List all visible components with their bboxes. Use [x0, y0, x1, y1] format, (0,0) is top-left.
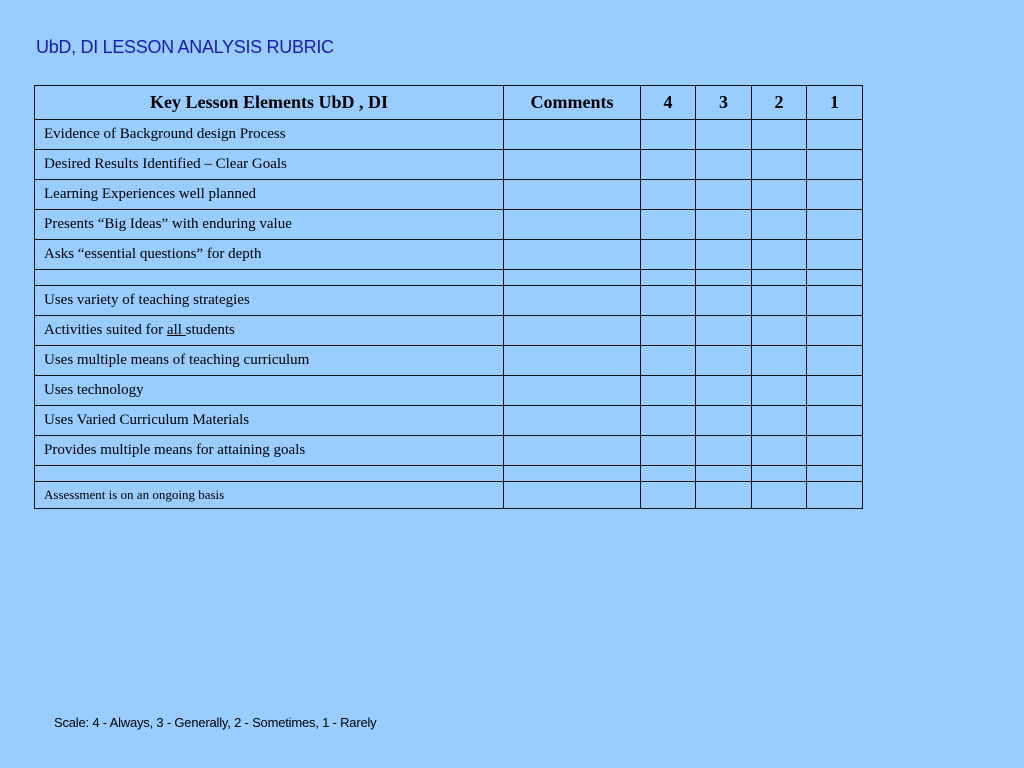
score-1-cell	[807, 346, 863, 376]
comments-cell	[504, 270, 641, 286]
comments-cell	[504, 150, 641, 180]
table-row	[35, 406, 863, 436]
score-2-cell	[752, 376, 807, 406]
score-1-cell	[807, 436, 863, 466]
score-1-cell	[807, 150, 863, 180]
table-row	[35, 346, 863, 376]
element-cell: Desired Results Identified – Clear Goals	[35, 150, 504, 180]
score-2-cell	[752, 466, 807, 482]
score-1-cell	[807, 286, 863, 316]
score-2-cell	[752, 270, 807, 286]
score-3-cell	[696, 316, 752, 346]
element-text-after: students	[185, 322, 235, 338]
score-4-cell	[641, 270, 696, 286]
score-3-cell	[696, 150, 752, 180]
score-3-cell	[696, 180, 752, 210]
element-cell: Uses technology	[35, 376, 504, 406]
score-4-cell	[641, 286, 696, 316]
score-4-cell	[641, 466, 696, 482]
element-cell: Learning Experiences well planned	[35, 180, 504, 210]
element-cell: Uses Varied Curriculum Materials	[35, 406, 504, 436]
score-3-cell	[696, 286, 752, 316]
table-header-row	[35, 86, 863, 120]
score-1-cell	[807, 180, 863, 210]
score-3-cell	[696, 346, 752, 376]
comments-cell	[504, 376, 641, 406]
element-cell: Provides multiple means for attaining goals	[35, 436, 504, 466]
score-3-cell	[696, 210, 752, 240]
score-4-cell	[641, 316, 696, 346]
score-2-cell	[752, 210, 807, 240]
element-text-before: Activities suited for	[44, 322, 167, 338]
element-cell	[35, 466, 504, 482]
page-title: UbD, DI LESSON ANALYSIS RUBRIC	[36, 37, 334, 57]
header-score-1: 1	[807, 86, 863, 120]
score-2-cell	[752, 120, 807, 150]
score-4-cell	[641, 482, 696, 509]
score-4-cell	[641, 406, 696, 436]
table-row	[35, 210, 863, 240]
header-score-2: 2	[752, 86, 807, 120]
score-4-cell	[641, 150, 696, 180]
table-row	[35, 286, 863, 316]
element-cell: Asks “essential questions” for depth	[35, 240, 504, 270]
comments-cell	[504, 406, 641, 436]
score-2-cell	[752, 436, 807, 466]
comments-cell	[504, 286, 641, 316]
table-row	[35, 180, 863, 210]
element-cell: Uses multiple means of teaching curriculum	[35, 346, 504, 376]
score-4-cell	[641, 376, 696, 406]
comments-cell	[504, 466, 641, 482]
comments-cell	[504, 316, 641, 346]
table-row	[35, 436, 863, 466]
element-cell: Presents “Big Ideas” with enduring value	[35, 210, 504, 240]
table-row	[35, 240, 863, 270]
table-row-blank	[35, 270, 863, 286]
score-1-cell	[807, 482, 863, 509]
score-1-cell	[807, 240, 863, 270]
score-4-cell	[641, 436, 696, 466]
score-4-cell	[641, 180, 696, 210]
score-2-cell	[752, 180, 807, 210]
comments-cell	[504, 120, 641, 150]
table-row	[35, 120, 863, 150]
score-4-cell	[641, 240, 696, 270]
element-cell: Evidence of Background design Process	[35, 120, 504, 150]
header-key-lesson-elements: Key Lesson Elements UbD , DI	[35, 86, 504, 120]
score-2-cell	[752, 482, 807, 509]
score-1-cell	[807, 210, 863, 240]
header-score-3: 3	[696, 86, 752, 120]
score-3-cell	[696, 240, 752, 270]
score-4-cell	[641, 120, 696, 150]
comments-cell	[504, 240, 641, 270]
comments-cell	[504, 180, 641, 210]
rubric-table	[34, 85, 863, 509]
element-cell	[35, 316, 504, 346]
score-2-cell	[752, 286, 807, 316]
score-3-cell	[696, 436, 752, 466]
score-2-cell	[752, 150, 807, 180]
element-cell: Assessment is on an ongoing basis	[35, 482, 504, 509]
header-score-4: 4	[641, 86, 696, 120]
element-cell	[35, 270, 504, 286]
comments-cell	[504, 436, 641, 466]
scale-legend: Scale: 4 - Always, 3 - Generally, 2 - Sometimes, 1 - Rarely	[54, 715, 377, 730]
comments-cell	[504, 482, 641, 509]
score-1-cell	[807, 316, 863, 346]
score-2-cell	[752, 406, 807, 436]
score-1-cell	[807, 406, 863, 436]
score-1-cell	[807, 270, 863, 286]
score-2-cell	[752, 346, 807, 376]
score-4-cell	[641, 210, 696, 240]
score-2-cell	[752, 240, 807, 270]
score-1-cell	[807, 120, 863, 150]
table-row	[35, 482, 863, 509]
score-1-cell	[807, 376, 863, 406]
comments-cell	[504, 346, 641, 376]
score-3-cell	[696, 482, 752, 509]
score-3-cell	[696, 376, 752, 406]
score-1-cell	[807, 466, 863, 482]
element-text-underlined: all	[166, 322, 186, 338]
table-row	[35, 316, 863, 346]
score-3-cell	[696, 270, 752, 286]
score-2-cell	[752, 316, 807, 346]
table-row	[35, 376, 863, 406]
score-3-cell	[696, 466, 752, 482]
score-3-cell	[696, 120, 752, 150]
comments-cell	[504, 210, 641, 240]
table-row	[35, 150, 863, 180]
table-row-blank	[35, 466, 863, 482]
score-3-cell	[696, 406, 752, 436]
header-comments: Comments	[504, 86, 641, 120]
score-4-cell	[641, 346, 696, 376]
element-cell: Uses variety of teaching strategies	[35, 286, 504, 316]
